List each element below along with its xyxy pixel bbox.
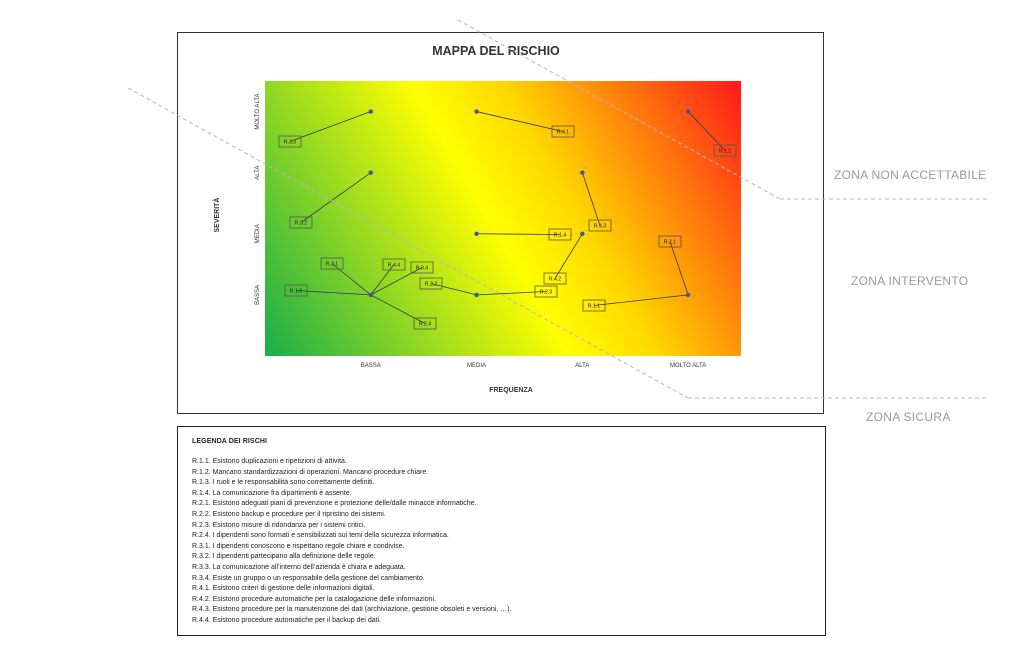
legend-title: LEGENDA DEI RISCHI <box>192 438 268 445</box>
x-tick-label: MOLTO ALTA <box>669 363 707 369</box>
y-tick-label: BASSA <box>255 284 261 305</box>
legend-item: R.1.3. I ruoli e le responsabilità sono correttamente definiti. <box>192 479 375 487</box>
point-label: R.3.1 <box>325 261 339 268</box>
legend-item: R.3.1. I dipendenti conoscono e rispettano regole chiare e condivise. <box>192 542 405 550</box>
point-label: R.2.4 <box>418 321 432 328</box>
legend-item: R.2.1. Esistono adeguati piani di prevenzione e protezione delle/dalle minacce informatiche. <box>192 500 477 508</box>
zone-line-sicura <box>128 88 688 398</box>
x-tick-label: ALTA <box>575 363 590 369</box>
zone-label-sicura: ZONA SICURA <box>866 410 951 424</box>
legend-item: R.4.2. Esistono procedure automatiche per la catalogazione delle informazioni. <box>192 595 436 603</box>
legend-item: R.4.4. Esistono procedure automatiche per il backup dei dati. <box>192 616 382 624</box>
zone-line-non-accettabile <box>458 20 780 199</box>
point-label: R.1.4 <box>553 232 567 239</box>
point-label: R.4.2 <box>548 276 562 283</box>
x-axis-label: FREQUENZA <box>489 387 533 394</box>
legend-item: R.1.2. Mancano standardizzazioni di operazioni. Mancano procedure chiare. <box>192 468 429 476</box>
legend-list <box>192 457 511 627</box>
point-label: R.4.1 <box>556 129 570 136</box>
legend-item: R.3.2. I dipendenti partecipano alla definizione delle regole. <box>192 553 376 561</box>
y-axis-label: SEVERITÀ <box>214 197 221 233</box>
zone-label-non-accettabile: ZONA NON ACCETTABILE <box>834 168 987 182</box>
point-label: R.1.2 <box>718 148 732 155</box>
point-label: R.1.3 <box>289 288 303 295</box>
x-tick-label: MEDIA <box>467 363 487 369</box>
point-label: R.4.3 <box>593 223 607 230</box>
legend-item: R.3.4. Esiste un gruppo o un responsabile della gestione del cambiamento. <box>192 574 425 582</box>
legend-item: R.4.1. Esistono criteri di gestione delle informazioni digitali. <box>192 585 375 593</box>
point-label: R.4.4 <box>387 262 401 269</box>
legend-item: R.3.3. La comunicazione all’interno dell’azienda è chiara e adeguata. <box>192 563 406 571</box>
y-tick-label: MEDIA <box>255 224 261 244</box>
point-label: R.2.2 <box>424 281 438 288</box>
zone-label-intervento: ZONA INTERVENTO <box>851 274 969 288</box>
point-label: R.3.4 <box>415 265 429 272</box>
chart-title: MAPPA DEL RISCHIO <box>432 44 560 58</box>
y-tick-label: ALTA <box>255 165 261 180</box>
y-tick-label: MOLTO ALTA <box>255 93 261 130</box>
legend-item: R.2.4. I dipendenti sono formati e sensibilizzati sui temi della sicurezza informatica. <box>192 532 449 540</box>
legend-item: R.2.2. Esistono backup e procedure per il ripristino dei sistemi. <box>192 510 386 518</box>
point-label: R.2.1 <box>663 239 677 246</box>
point-label: R.2.3 <box>539 289 553 296</box>
point-label: R.1.1 <box>587 303 601 310</box>
legend-item: R.4.3. Esistono procedure per la manutenzione dei dati (archiviazione, gestione obsoleti e versioni, …). <box>192 606 512 614</box>
legend-item: R.1.1. Esistono duplicazioni e ripetizioni di attività. <box>192 458 347 465</box>
risk-legend <box>177 426 826 636</box>
legend-item: R.2.3. Esistono misure di ridondanza per i sistemi critici. <box>192 521 366 529</box>
x-tick-label: BASSA <box>360 363 381 369</box>
point-label: R.3.3 <box>283 139 297 146</box>
legend-item: R.1.4. La comunicazione fra dipartimenti è assente. <box>192 489 352 497</box>
point-label: R.3.2 <box>294 220 308 227</box>
